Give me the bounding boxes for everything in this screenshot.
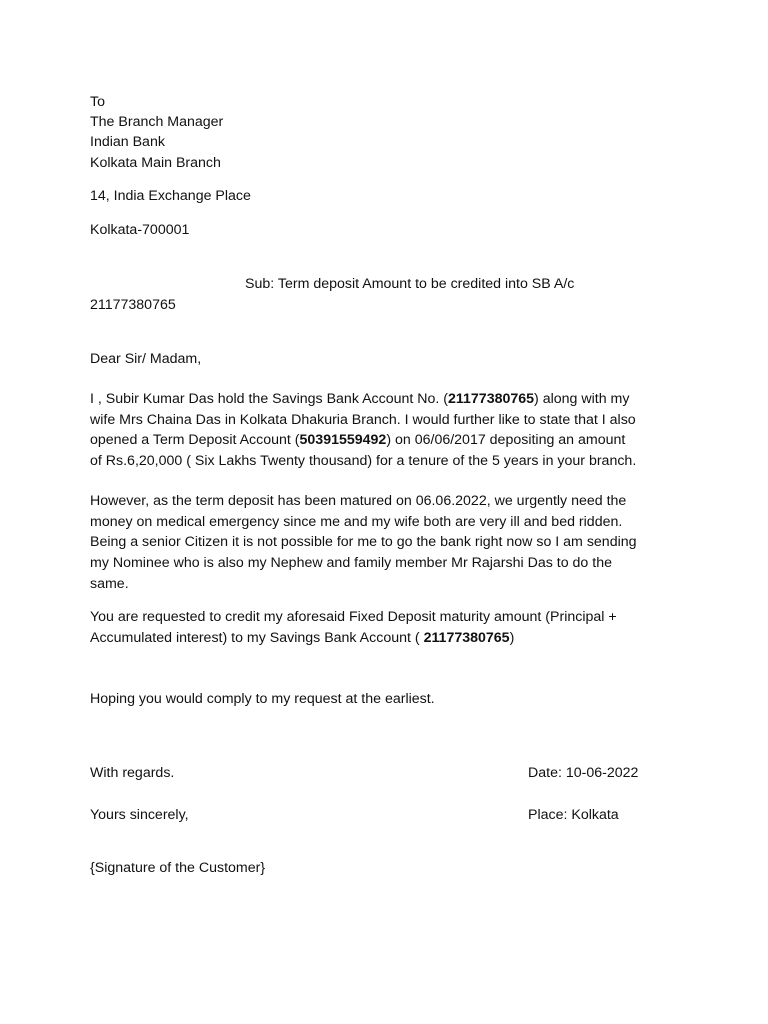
address-recipient: The Branch Manager [90, 114, 224, 130]
paragraph-3-line-2 [90, 628, 690, 649]
closing-regards: With regards. [90, 765, 175, 781]
term-deposit-number: 50391559492 [299, 432, 387, 449]
text: ) along with my [534, 391, 630, 407]
salutation: Dear Sir/ Madam, [90, 351, 202, 367]
address-bank: Indian Bank [90, 134, 165, 150]
text: opened a Term Deposit Account ( [90, 432, 300, 449]
savings-account-number: 21177380765 [448, 391, 535, 407]
paragraph-2-line-4: my Nominee who is also my Nephew and family member Mr Rajarshi Das to do the [90, 555, 612, 572]
address-city: Kolkata-700001 [90, 222, 190, 238]
closing-sincerely: Yours sincerely, [90, 807, 189, 823]
letter-place: Place: Kolkata [528, 807, 619, 823]
text: I , Subir Kumar Das hold the Savings Bank Account No. ( [90, 391, 449, 407]
paragraph-3-line-1: You are requested to credit my aforesaid Fixed Deposit maturity amount (Principal + [90, 609, 617, 625]
paragraph-2-line-5: same. [90, 575, 129, 592]
paragraph-2-line-3: Being a senior Citizen it is not possible for me to go the bank right now so I am sending [90, 534, 637, 551]
savings-account-number: 21177380765 [423, 629, 510, 646]
paragraph-2-line-1: However, as the term deposit has been matured on 06.06.2022, we urgently need the [90, 493, 627, 509]
address-to: To [90, 94, 105, 110]
paragraph-1-line-4: of Rs.6,20,000 ( Six Lakhs Twenty thousand) for a tenure of the 5 years in your branch. [90, 453, 637, 470]
text: ) on 06/06/2017 depositing an amount [386, 432, 626, 449]
paragraph-1-line-3 [90, 430, 690, 451]
text: ) [509, 629, 515, 646]
address-branch: Kolkata Main Branch [90, 155, 221, 171]
subject-account: 21177380765 [90, 297, 176, 313]
paragraph-1-line-2: wife Mrs Chaina Das in Kolkata Dhakuria Branch. I would further like to state that I also [90, 411, 636, 428]
paragraph-3 [90, 607, 690, 648]
address-street: 14, India Exchange Place [90, 188, 251, 204]
subject-line: Sub: Term deposit Amount to be credited into SB A/c [245, 276, 575, 292]
paragraph-1 [90, 389, 690, 472]
closing-request: Hoping you would comply to my request at the earliest. [90, 691, 435, 707]
letter-date: Date: 10-06-2022 [528, 765, 639, 781]
text: Accumulated interest) to my Savings Bank Account ( [90, 629, 424, 646]
paragraph-2-line-2: money on medical emergency since me and my wife both are very ill and bed ridden. [90, 513, 623, 530]
paragraph-1-line-1 [90, 389, 690, 410]
signature-placeholder: {Signature of the Customer} [90, 860, 266, 876]
paragraph-2 [90, 491, 690, 595]
